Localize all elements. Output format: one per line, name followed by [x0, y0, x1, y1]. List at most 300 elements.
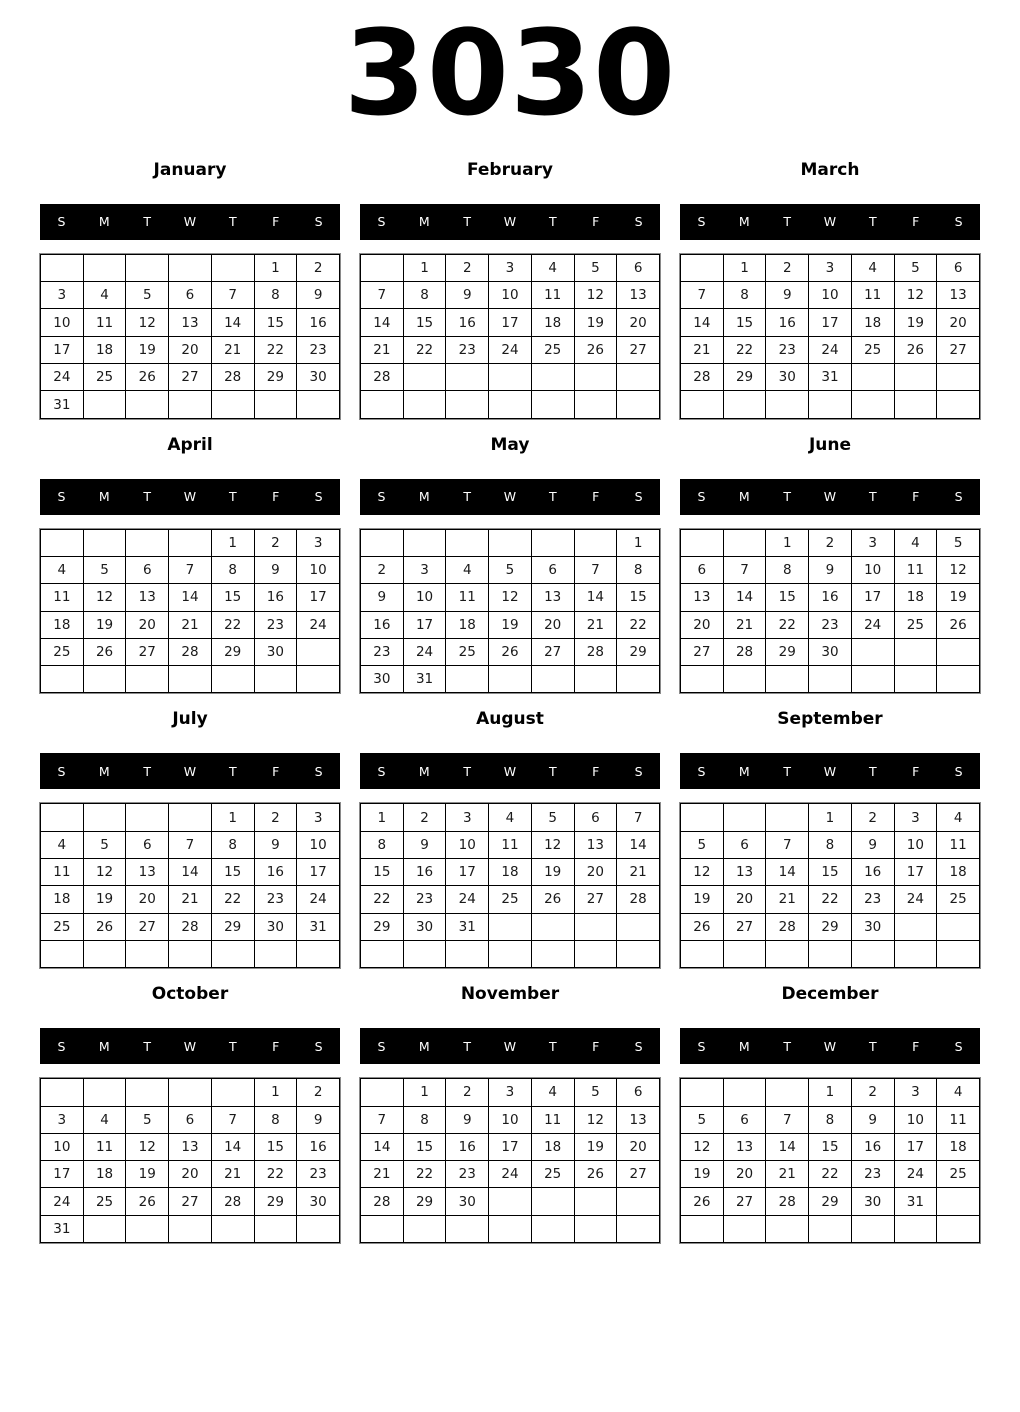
empty-cell — [766, 666, 809, 693]
empty-cell — [41, 254, 84, 281]
day-cell: 15 — [403, 1133, 446, 1160]
day-cell: 5 — [574, 254, 617, 281]
empty-cell — [41, 666, 84, 693]
day-cell: 13 — [169, 309, 212, 336]
week-row — [41, 804, 340, 831]
empty-cell — [83, 391, 126, 418]
day-cell: 22 — [361, 886, 404, 913]
empty-cell — [446, 940, 489, 967]
week-row — [41, 254, 340, 281]
day-cell: 7 — [211, 1106, 254, 1133]
weekday-header-row — [40, 479, 340, 515]
weekday-label: T — [463, 1038, 471, 1054]
week-row — [41, 529, 340, 556]
week-row — [41, 1133, 340, 1160]
day-cell: 6 — [617, 254, 660, 281]
month-april — [40, 435, 340, 694]
day-cell: 3 — [446, 804, 489, 831]
day-cell: 9 — [297, 1106, 340, 1133]
day-cell: 20 — [617, 1133, 660, 1160]
day-cell: 3 — [41, 282, 84, 309]
day-cell: 2 — [254, 804, 297, 831]
day-cell: 8 — [211, 831, 254, 858]
day-cell: 1 — [809, 1079, 852, 1106]
day-cell: 22 — [723, 336, 766, 363]
empty-cell — [446, 529, 489, 556]
week-row — [681, 940, 980, 967]
day-cell: 16 — [809, 584, 852, 611]
empty-cell — [809, 1215, 852, 1242]
day-cell: 15 — [403, 309, 446, 336]
day-cell: 6 — [723, 831, 766, 858]
empty-cell — [937, 666, 980, 693]
empty-cell — [574, 529, 617, 556]
day-cell: 12 — [937, 556, 980, 583]
day-cell: 16 — [297, 309, 340, 336]
day-cell: 3 — [41, 1106, 84, 1133]
weekday-label: S — [634, 214, 643, 230]
day-cell: 24 — [403, 638, 446, 665]
weekday-header-row — [680, 753, 980, 789]
month-day-grid — [680, 529, 980, 694]
day-cell: 31 — [446, 913, 489, 940]
empty-cell — [681, 1079, 724, 1106]
day-cell: 22 — [211, 886, 254, 913]
empty-cell — [297, 391, 340, 418]
day-cell: 6 — [126, 556, 169, 583]
day-cell: 18 — [41, 886, 84, 913]
day-cell: 12 — [574, 1106, 617, 1133]
empty-cell — [254, 940, 297, 967]
day-cell: 26 — [681, 913, 724, 940]
weekday-label: T — [783, 489, 791, 505]
weekday-label: F — [912, 1038, 920, 1054]
day-cell: 25 — [83, 364, 126, 391]
empty-cell — [489, 940, 532, 967]
day-cell: 3 — [809, 254, 852, 281]
week-row — [681, 859, 980, 886]
day-cell: 19 — [574, 1133, 617, 1160]
day-cell: 12 — [681, 1133, 724, 1160]
empty-cell — [531, 666, 574, 693]
empty-cell — [681, 1215, 724, 1242]
empty-cell — [894, 391, 937, 418]
week-row — [681, 666, 980, 693]
day-cell: 15 — [361, 859, 404, 886]
weekday-header-row — [360, 204, 660, 240]
weekday-label: T — [229, 489, 237, 505]
empty-cell — [403, 364, 446, 391]
day-cell: 7 — [361, 282, 404, 309]
day-cell: 23 — [254, 611, 297, 638]
day-cell: 31 — [41, 1215, 84, 1242]
weekday-label: T — [869, 763, 877, 779]
empty-cell — [211, 666, 254, 693]
day-cell: 27 — [723, 913, 766, 940]
month-title: February — [466, 159, 554, 180]
day-cell: 7 — [574, 556, 617, 583]
weekday-label: M — [418, 489, 430, 505]
week-row — [681, 309, 980, 336]
day-cell: 4 — [937, 1079, 980, 1106]
day-cell: 2 — [851, 804, 894, 831]
month-title: July — [172, 709, 208, 730]
day-cell: 20 — [531, 611, 574, 638]
day-cell: 7 — [169, 831, 212, 858]
empty-cell — [83, 804, 126, 831]
day-cell: 21 — [169, 611, 212, 638]
day-cell: 19 — [574, 309, 617, 336]
weekday-label: T — [783, 763, 791, 779]
day-cell: 16 — [254, 584, 297, 611]
day-cell: 13 — [617, 282, 660, 309]
day-cell: 16 — [851, 1133, 894, 1160]
empty-cell — [531, 391, 574, 418]
day-cell: 24 — [446, 886, 489, 913]
day-cell: 4 — [531, 254, 574, 281]
month-day-grid — [40, 529, 340, 694]
empty-cell — [126, 940, 169, 967]
day-cell: 16 — [403, 859, 446, 886]
month-day-grid — [40, 803, 340, 968]
empty-cell — [489, 666, 532, 693]
day-cell: 5 — [937, 529, 980, 556]
day-cell: 30 — [361, 666, 404, 693]
weekday-label: T — [869, 489, 877, 505]
day-cell: 2 — [403, 804, 446, 831]
empty-cell — [297, 1215, 340, 1242]
day-cell: 31 — [894, 1188, 937, 1215]
day-cell: 17 — [894, 859, 937, 886]
weekday-label: S — [377, 489, 386, 505]
empty-cell — [937, 1188, 980, 1215]
week-row — [361, 556, 660, 583]
weekday-label: F — [912, 214, 920, 230]
day-cell: 27 — [723, 1188, 766, 1215]
week-row — [41, 364, 340, 391]
day-cell: 17 — [809, 309, 852, 336]
empty-cell — [851, 638, 894, 665]
day-cell: 5 — [126, 1106, 169, 1133]
day-cell: 11 — [41, 584, 84, 611]
day-cell: 7 — [766, 1106, 809, 1133]
day-cell: 19 — [681, 1161, 724, 1188]
month-october — [40, 984, 340, 1243]
weekday-header-row — [680, 1028, 980, 1064]
day-cell: 6 — [574, 804, 617, 831]
day-cell: 11 — [894, 556, 937, 583]
month-march — [680, 160, 980, 419]
day-cell: 25 — [446, 638, 489, 665]
week-row — [361, 1133, 660, 1160]
week-row — [361, 1079, 660, 1106]
day-cell: 25 — [894, 611, 937, 638]
week-row — [361, 309, 660, 336]
week-row — [41, 886, 340, 913]
weekday-label: F — [592, 489, 600, 505]
day-cell: 5 — [83, 831, 126, 858]
day-cell: 17 — [489, 309, 532, 336]
weekday-label: S — [697, 1038, 706, 1054]
day-cell: 4 — [894, 529, 937, 556]
weekday-label: S — [314, 763, 323, 779]
day-cell: 19 — [681, 886, 724, 913]
day-cell: 13 — [126, 584, 169, 611]
empty-cell — [531, 529, 574, 556]
weekday-label: F — [592, 214, 600, 230]
empty-cell — [361, 940, 404, 967]
day-cell: 18 — [489, 859, 532, 886]
weekday-label: M — [418, 763, 430, 779]
weekday-label: S — [954, 763, 963, 779]
weekday-label: F — [272, 763, 280, 779]
empty-cell — [851, 666, 894, 693]
day-cell: 1 — [617, 529, 660, 556]
day-cell: 20 — [617, 309, 660, 336]
day-cell: 27 — [169, 1188, 212, 1215]
month-december — [680, 984, 980, 1243]
day-cell: 14 — [169, 859, 212, 886]
week-row — [41, 913, 340, 940]
day-cell: 24 — [41, 364, 84, 391]
day-cell: 24 — [297, 886, 340, 913]
month-february — [360, 160, 660, 419]
day-cell: 29 — [361, 913, 404, 940]
day-cell: 22 — [809, 886, 852, 913]
day-cell: 1 — [403, 254, 446, 281]
day-cell: 1 — [809, 804, 852, 831]
day-cell: 19 — [126, 336, 169, 363]
week-row — [41, 584, 340, 611]
month-title: December — [781, 984, 879, 1005]
weekday-label: S — [954, 1038, 963, 1054]
day-cell: 26 — [83, 638, 126, 665]
weekday-label: S — [314, 489, 323, 505]
empty-cell — [766, 391, 809, 418]
day-cell: 9 — [297, 282, 340, 309]
day-cell: 10 — [894, 831, 937, 858]
empty-cell — [574, 913, 617, 940]
empty-cell — [361, 1215, 404, 1242]
day-cell: 6 — [169, 1106, 212, 1133]
weekday-label: S — [377, 763, 386, 779]
day-cell: 3 — [851, 529, 894, 556]
weekday-header-row — [40, 753, 340, 789]
weekday-label: T — [463, 489, 471, 505]
day-cell: 15 — [211, 584, 254, 611]
day-cell: 11 — [531, 282, 574, 309]
month-day-grid — [40, 254, 340, 419]
empty-cell — [894, 940, 937, 967]
day-cell: 20 — [723, 886, 766, 913]
day-cell: 11 — [41, 859, 84, 886]
empty-cell — [169, 391, 212, 418]
day-cell: 9 — [809, 556, 852, 583]
day-cell: 22 — [403, 1161, 446, 1188]
day-cell: 6 — [531, 556, 574, 583]
day-cell: 30 — [851, 1188, 894, 1215]
empty-cell — [531, 940, 574, 967]
day-cell: 8 — [403, 1106, 446, 1133]
empty-cell — [937, 364, 980, 391]
day-cell: 3 — [403, 556, 446, 583]
empty-cell — [211, 1079, 254, 1106]
day-cell: 8 — [809, 1106, 852, 1133]
day-cell: 23 — [446, 1161, 489, 1188]
weekday-label: W — [183, 489, 197, 505]
day-cell: 28 — [723, 638, 766, 665]
day-cell: 28 — [361, 364, 404, 391]
empty-cell — [361, 529, 404, 556]
empty-cell — [723, 804, 766, 831]
weekday-label: T — [143, 489, 151, 505]
weekday-label: S — [377, 214, 386, 230]
day-cell: 21 — [211, 1161, 254, 1188]
day-cell: 24 — [851, 611, 894, 638]
day-cell: 24 — [809, 336, 852, 363]
day-cell: 26 — [489, 638, 532, 665]
day-cell: 22 — [254, 1161, 297, 1188]
empty-cell — [126, 254, 169, 281]
day-cell: 4 — [41, 831, 84, 858]
day-cell: 28 — [361, 1188, 404, 1215]
day-cell: 4 — [83, 282, 126, 309]
day-cell: 22 — [211, 611, 254, 638]
week-row — [681, 638, 980, 665]
day-cell: 13 — [617, 1106, 660, 1133]
week-row — [681, 584, 980, 611]
day-cell: 27 — [617, 1161, 660, 1188]
day-cell: 19 — [83, 886, 126, 913]
weekday-label: M — [418, 214, 430, 230]
empty-cell — [83, 1079, 126, 1106]
day-cell: 6 — [169, 282, 212, 309]
day-cell: 25 — [937, 886, 980, 913]
day-cell: 29 — [766, 638, 809, 665]
empty-cell — [894, 666, 937, 693]
weekday-label: T — [783, 214, 791, 230]
day-cell: 29 — [723, 364, 766, 391]
day-cell: 17 — [297, 859, 340, 886]
day-cell: 12 — [126, 309, 169, 336]
week-row — [41, 391, 340, 418]
day-cell: 26 — [894, 336, 937, 363]
weekday-label: F — [272, 1038, 280, 1054]
day-cell: 30 — [297, 364, 340, 391]
day-cell: 6 — [937, 254, 980, 281]
month-title: May — [490, 434, 530, 455]
day-cell: 18 — [41, 611, 84, 638]
week-row — [681, 1161, 980, 1188]
weekday-label: T — [463, 214, 471, 230]
weekday-label: T — [229, 214, 237, 230]
empty-cell — [851, 940, 894, 967]
day-cell: 13 — [723, 859, 766, 886]
weekday-label: W — [503, 489, 517, 505]
day-cell: 12 — [681, 859, 724, 886]
day-cell: 3 — [297, 529, 340, 556]
empty-cell — [531, 1188, 574, 1215]
day-cell: 26 — [574, 336, 617, 363]
day-cell: 14 — [361, 309, 404, 336]
empty-cell — [617, 364, 660, 391]
empty-cell — [83, 940, 126, 967]
day-cell: 28 — [211, 364, 254, 391]
empty-cell — [574, 666, 617, 693]
day-cell: 25 — [531, 336, 574, 363]
day-cell: 16 — [446, 1133, 489, 1160]
weekday-header-row — [40, 204, 340, 240]
empty-cell — [211, 940, 254, 967]
week-row — [361, 804, 660, 831]
day-cell: 21 — [169, 886, 212, 913]
day-cell: 26 — [83, 913, 126, 940]
day-cell: 16 — [851, 859, 894, 886]
day-cell: 14 — [766, 1133, 809, 1160]
week-row — [361, 611, 660, 638]
weekday-label: T — [783, 1038, 791, 1054]
day-cell: 22 — [809, 1161, 852, 1188]
empty-cell — [126, 1079, 169, 1106]
week-row — [681, 254, 980, 281]
day-cell: 18 — [894, 584, 937, 611]
day-cell: 22 — [254, 336, 297, 363]
day-cell: 15 — [211, 859, 254, 886]
week-row — [41, 638, 340, 665]
day-cell: 28 — [681, 364, 724, 391]
empty-cell — [574, 940, 617, 967]
empty-cell — [894, 913, 937, 940]
day-cell: 28 — [169, 913, 212, 940]
month-september — [680, 709, 980, 968]
week-row — [681, 913, 980, 940]
day-cell: 2 — [297, 1079, 340, 1106]
day-cell: 10 — [809, 282, 852, 309]
empty-cell — [681, 529, 724, 556]
empty-cell — [766, 804, 809, 831]
empty-cell — [361, 391, 404, 418]
empty-cell — [937, 1215, 980, 1242]
empty-cell — [723, 391, 766, 418]
week-row — [681, 1188, 980, 1215]
day-cell: 29 — [254, 364, 297, 391]
day-cell: 25 — [489, 886, 532, 913]
week-row — [361, 584, 660, 611]
weekday-label: F — [592, 763, 600, 779]
day-cell: 30 — [254, 638, 297, 665]
day-cell: 1 — [211, 529, 254, 556]
day-cell: 4 — [41, 556, 84, 583]
day-cell: 23 — [403, 886, 446, 913]
empty-cell — [403, 1215, 446, 1242]
day-cell: 18 — [531, 1133, 574, 1160]
day-cell: 25 — [41, 913, 84, 940]
day-cell: 15 — [766, 584, 809, 611]
day-cell: 10 — [489, 1106, 532, 1133]
day-cell: 10 — [297, 831, 340, 858]
day-cell: 12 — [574, 282, 617, 309]
day-cell: 17 — [446, 859, 489, 886]
day-cell: 4 — [531, 1079, 574, 1106]
day-cell: 23 — [809, 611, 852, 638]
day-cell: 4 — [851, 254, 894, 281]
week-row — [361, 859, 660, 886]
day-cell: 15 — [723, 309, 766, 336]
day-cell: 29 — [211, 913, 254, 940]
day-cell: 12 — [894, 282, 937, 309]
week-row — [361, 1215, 660, 1242]
day-cell: 2 — [766, 254, 809, 281]
